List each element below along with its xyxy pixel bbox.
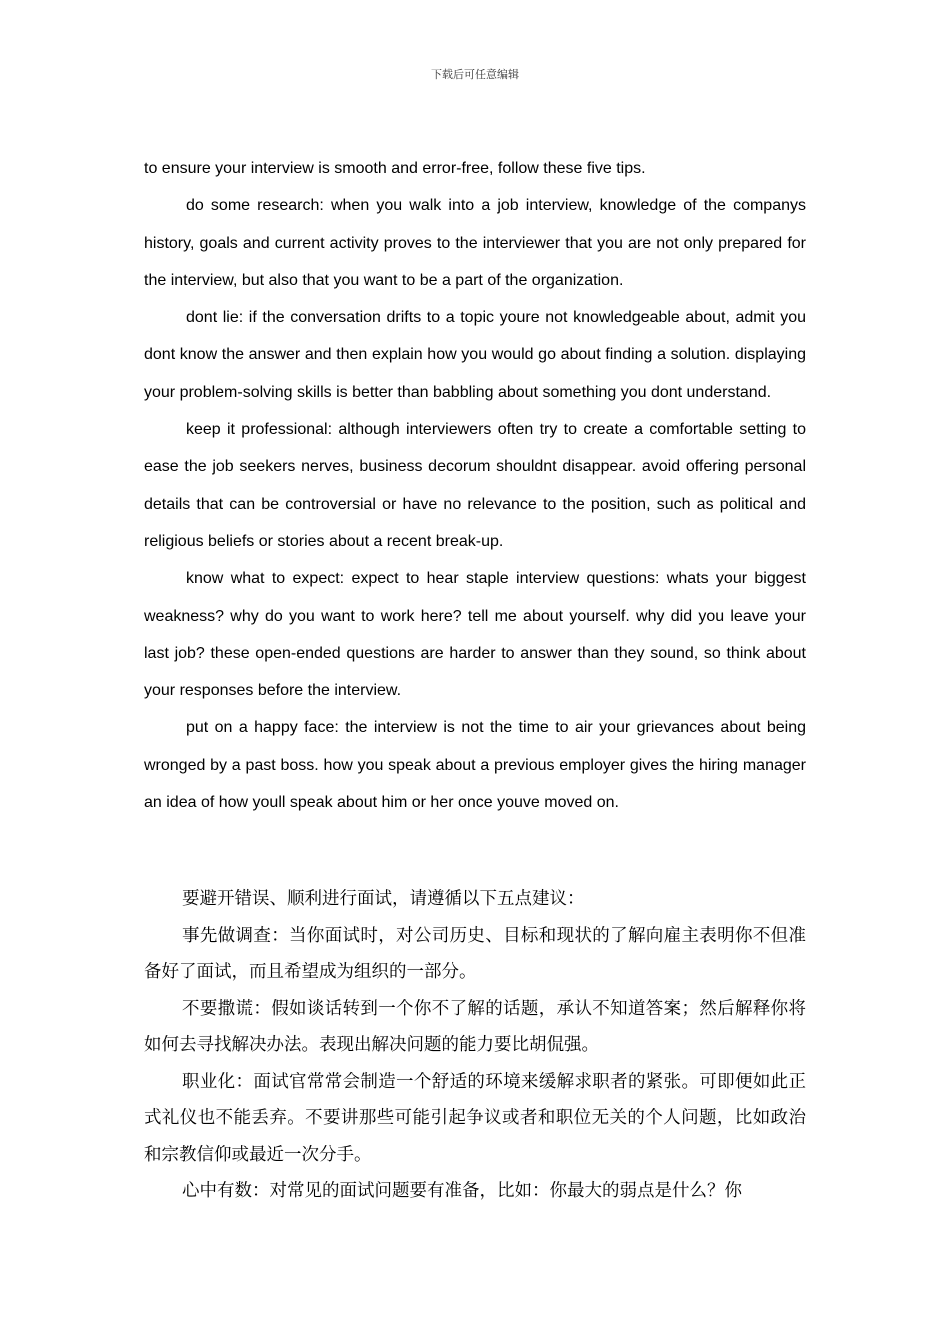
english-paragraph-expect: know what to expect: expect to hear staple interview questions: whats your biggest weakness? why do you want to work here? tell me about yourself. why did you leave your last job? these open-ended questions are harder to answer than they sound, so think about your responses before the interview.: [144, 570, 806, 700]
chinese-section: [144, 881, 806, 1210]
english-paragraph-professional: keep it professional: although interviewers often try to create a comfortable setting to ease the job seekers nerves, business decorum shouldnt disappear. avoid offering personal details that can be controversial or have no relevance to the position, such as political and religious beliefs or stories about a recent break-up.: [144, 421, 806, 550]
english-paragraph-research: do some research: when you walk into a job interview, knowledge of the companys history, goals and current activity proves to the interviewer that you are not only prepared for the interview, but also that you want to be a part of the organization.: [144, 197, 806, 289]
english-section: [144, 150, 806, 821]
chinese-paragraph-professional: 职业化：面试官常常会制造一个舒适的环境来缓解求职者的紧张。可即便如此正式礼仪也不能丢弃。不要讲那些可能引起争议或者和职位无关的个人问题，比如政治和宗教信仰或最近一次分手。: [144, 1071, 806, 1165]
header-note: 下载后可任意编辑: [431, 68, 519, 81]
chinese-paragraph-dont-lie: 不要撒谎：假如谈话转到一个你不了解的话题，承认不知道答案；然后解释你将如何去寻找解决办法。表现出解决问题的能力要比胡侃强。: [144, 998, 806, 1055]
english-intro: to ensure your interview is smooth and error-free, follow these five tips.: [144, 160, 646, 177]
chinese-paragraph-expect: 心中有数：对常见的面试问题要有准备，比如：你最大的弱点是什么？你: [182, 1181, 742, 1201]
english-paragraph-dont-lie: dont lie: if the conversation drifts to a topic youre not knowledgeable about, admit you dont know the answer and then explain how you would go about finding a solution. displaying your problem-solving skills is better than babbling about something you dont understand.: [144, 309, 806, 401]
english-paragraph-happy-face: put on a happy face: the interview is not the time to air your grievances about being wronged by a past boss. how you speak about a previous employer gives the hiring manager an idea of how youll speak about him or her once youve moved on.: [144, 719, 806, 812]
chinese-intro: 要避开错误、顺利进行面试，请遵循以下五点建议：: [182, 889, 585, 909]
chinese-paragraph-research: 事先做调查：当你面试时，对公司历史、目标和现状的了解向雇主表明你不但准备好了面试，而且希望成为组织的一部分。: [144, 925, 806, 982]
